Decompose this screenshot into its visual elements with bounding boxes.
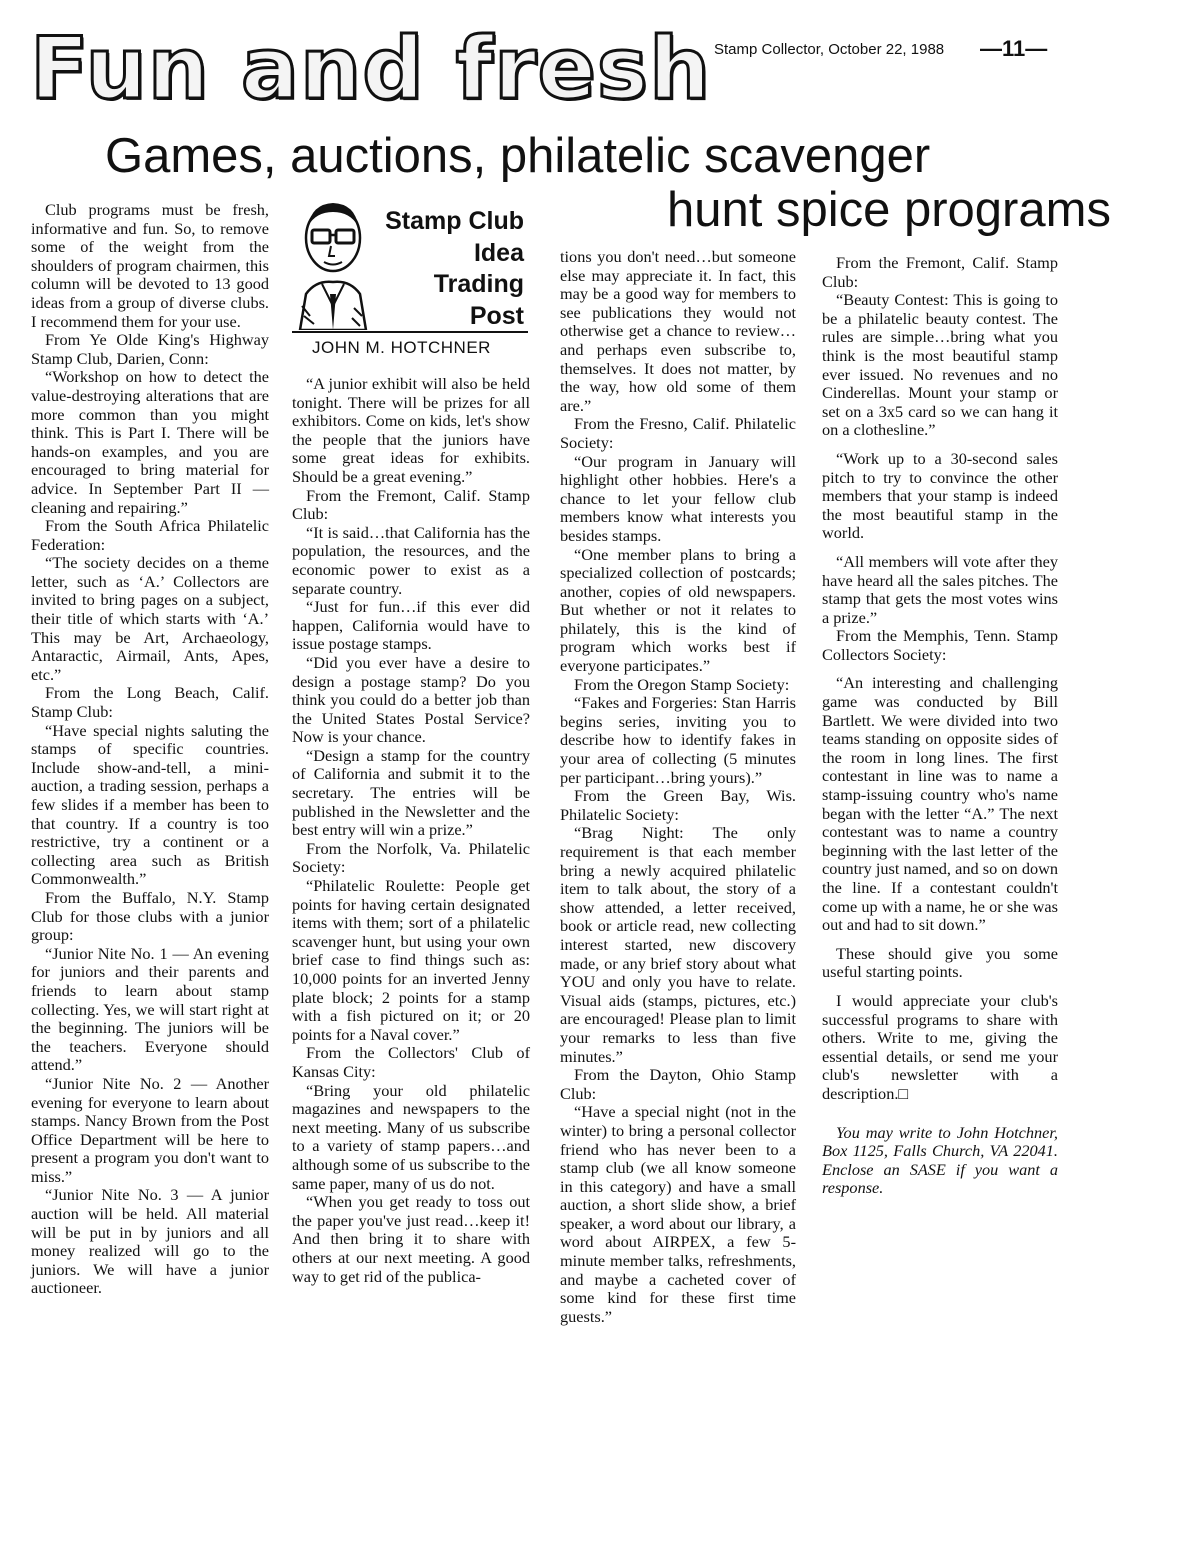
page-number: —11— (980, 36, 1048, 61)
paragraph: From the Buffalo, N.Y. Stamp Club for those clubs with a junior group: (31, 887, 269, 945)
paragraph: “All members will vote after they have heard all the sales pitches. The stamp that gets the most votes wins a prize.” (822, 551, 1058, 627)
paragraph: I would appreciate your club's successful programs to share with others. Write to me, giving the essential details, or send me your club's newsletter with a description.□ (822, 990, 1058, 1103)
paragraph: “Junior Nite No. 3 — A junior auction will be held. All material will be put in by juniors and all money realized will go to the juniors. We will have a junior auctioneer. (31, 1185, 269, 1298)
headline-line-2: hunt spice programs (667, 183, 1111, 237)
paragraph: “One member plans to bring a specialized collection of postcards; another, copies of old newspapers. But whether or not it relates to philately, this is the kind of program which works best if everyone participates.” (560, 544, 796, 676)
paragraph: “The society decides on a theme letter, such as ‘A.’ Collectors are invited to bring pages on a subject, their title of which starts with ‘A.’ This may be Art, Archaeology, Antaractic, Airmail, Ants, Apes, etc.” (31, 553, 269, 684)
paragraph: These should give you some useful starting points. (822, 943, 1058, 982)
dateline: Stamp Collector, October 22, 1988 (714, 41, 945, 58)
logo-divider (292, 331, 528, 333)
paragraph: “Workshop on how to detect the value-destroying alterations that are more common than you might think. This is Part I. There will be hands-on examples, and you are encouraged to bring material for advice. In September Part II — cleaning and repairing.” (31, 367, 269, 517)
paragraph: From the Norfolk, Va. Philatelic Society: (292, 838, 530, 877)
paragraph: “Did you ever have a desire to design a postage stamp? Do you think you could do a better job than the United States Postal Service? Now is your chance. (292, 652, 530, 747)
paragraph: “Bring your old philatelic magazines and newspapers to the next meeting. Many of us subscribe to a variety of stamp papers…and although some of us subscribe to the same paper, many of us do not. (292, 1080, 530, 1193)
logo-title-line-3: Trading (433, 270, 524, 298)
paragraph: “Philatelic Roulette: People get points for having certain designated items with them; sort of a philatelic scavenger hunt, but using your own brief case to find things such as: 10,000 points for an inverted Jenny plate block; 2 points for a stamp with a fish pictured on it; or 20 points for a Naval cover.” (292, 876, 530, 1044)
paragraph: From the Fremont, Calif. Stamp Club: (292, 485, 530, 524)
logo-title-line-2: Idea (473, 238, 524, 267)
column-logo-title (385, 206, 524, 332)
paragraph: From the Fresno, Calif. Philatelic Society: (560, 414, 796, 452)
paragraph: “Brag Night: The only requirement is that each member bring a newly acquired philatelic item to talk about, the story of a show attended, a letter received, book or article read, new collecting interest started, new discovery made, or any brief story about what YOU and only you have to relate. Visual aids (stamps, pictures, etc.) are encouraged! Please plan to limit your remarks to less than five minutes.” (560, 823, 796, 1066)
paragraph: “Junior Nite No. 1 — An evening for juniors and their parents and friends to learn about stamp collecting. Yes, we will start right at the beginning. The juniors will be the teachers. Everyone should attend.” (31, 943, 269, 1075)
paragraph: From Ye Olde King's Highway Stamp Club, Darien, Conn: (31, 330, 269, 368)
paragraph: From the South Africa Philatelic Federation: (31, 516, 269, 554)
author-contact-note: You may write to John Hotchner, Box 1125, Falls Church, VA 22041. Enclose an SASE if you want a response. (822, 1122, 1058, 1198)
paragraph: “Junior Nite No. 2 — Another evening for everyone to learn about stamps. Nancy Brown from the Post Office Department will be here to present a program you don't want to miss.” (31, 1073, 269, 1186)
column-logo (290, 196, 530, 366)
paragraph: “Beauty Contest: This is going to be a philatelic beauty contest. The rules are simple…bring what you think is the most beautiful stamp ever issued. No revenues and no Cinderellas. Mount your stamp or set on a 3x5 card so we can hang it on a clothesline.” (822, 290, 1058, 440)
logo-title-line-4: Post (469, 301, 524, 330)
text-column-3 (560, 248, 796, 1326)
paragraph: From the Collectors' Club of Kansas City: (292, 1043, 530, 1081)
logo-title-line-1: Stamp Club (385, 207, 524, 235)
text-column-1 (31, 201, 269, 1298)
paragraph: “It is said…that California has the population, the resources, and the economic power to exist as a separate country. (292, 522, 530, 598)
paragraph: “Just for fun…if this ever did happen, California would have to issue postage stamps. (292, 597, 530, 654)
paragraph: “Design a stamp for the country of California and submit it to the secretary. The entries will be published in the Newsletter and the best entry will win a prize.” (292, 745, 530, 840)
paragraph: From the Fremont, Calif. Stamp Club: (822, 253, 1058, 291)
text-column-2 (292, 375, 530, 1286)
kicker-headline: Fun and fresh (30, 19, 712, 119)
paragraph: “Work up to a 30-second sales pitch to try to convince the other members that your stamp is indeed the most beautiful stamp in the world. (822, 448, 1058, 543)
paragraph: From the Oregon Stamp Society: (574, 674, 790, 694)
paragraph: “An interesting and challenging game was conducted by Bill Bartlett. We were divided into two teams standing on opposite sides of the room in long lines. The first contestant in line was to name a stamp-issuing country who's name began with the letter “A.” The next contestant was to name a country beginning with the last letter of the country just named, and so on down the line. If a contestant couldn't come up with a name, he or she was out and had to sit down.” (822, 673, 1058, 935)
paragraph: “Fakes and Forgeries: Stan Harris begins series, inviting you to describe how to identify fakes in your area of collecting (5 minutes per participant…bring yours).” (560, 693, 796, 787)
headline-line-1: Games, auctions, philatelic scavenger (105, 129, 931, 183)
paragraph: “Our program in January will highlight other hobbies. Here's a chance to let your fellow club members know what interests you besides stamps. (560, 451, 796, 545)
paragraph: “Have special nights saluting the stamps of specific countries. Include show-and-tell, a mini-auction, a trading session, perhaps a few slides if a member has been to that country. If a country is too restrictive, try a continent or a collecting area such as British Commonwealth.” (31, 720, 269, 889)
paragraph: “A junior exhibit will also be held tonight. There will be prizes for all exhibitors. Come on kids, let's show the people that the juniors have some great ideas for exhibits. Should be a great evening.” (292, 374, 530, 486)
paragraph: From the Long Beach, Calif. Stamp Club: (31, 683, 269, 722)
paragraph: “When you get ready to toss out the paper you've just read…keep it! And then bring it to share with others at our next meeting. A good way to get rid of the publica- (292, 1192, 530, 1286)
paragraph: From the Memphis, Tenn. Stamp Collectors Society: (822, 626, 1058, 664)
paragraph: tions you don't need…but someone else may appreciate it. In fact, this may be a good way for members to see publications they would not otherwise get a chance to review…and perhaps even subscribe to, themselves. It does not matter, by the way, how old some of them are.” (560, 247, 796, 415)
paragraph: Club programs must be fresh, informative and fun. So, to remove some of the weight from the shoulders of program chairmen, this column will be devoted to 13 good ideas from a group of diverse clubs. I recommend them for your use. (31, 200, 269, 331)
author-portrait-icon (292, 198, 374, 330)
paragraph: From the Dayton, Ohio Stamp Club: (560, 1065, 796, 1103)
paragraph: “Have a special night (not in the winter) to bring a personal collector friend who has never been to a stamp club (we all know someone in this category) and have a small auction, a short slide show, a brief speaker, a word about our library, a word about AIRPEX, a few 5-minute member talks, refreshments, and maybe a cacheted cover of some kind for these first time guests.” (560, 1102, 796, 1326)
paragraph: From the Green Bay, Wis. Philatelic Society: (560, 786, 796, 824)
text-column-4 (822, 254, 1058, 1198)
author-byline: JOHN M. HOTCHNER (312, 338, 491, 357)
